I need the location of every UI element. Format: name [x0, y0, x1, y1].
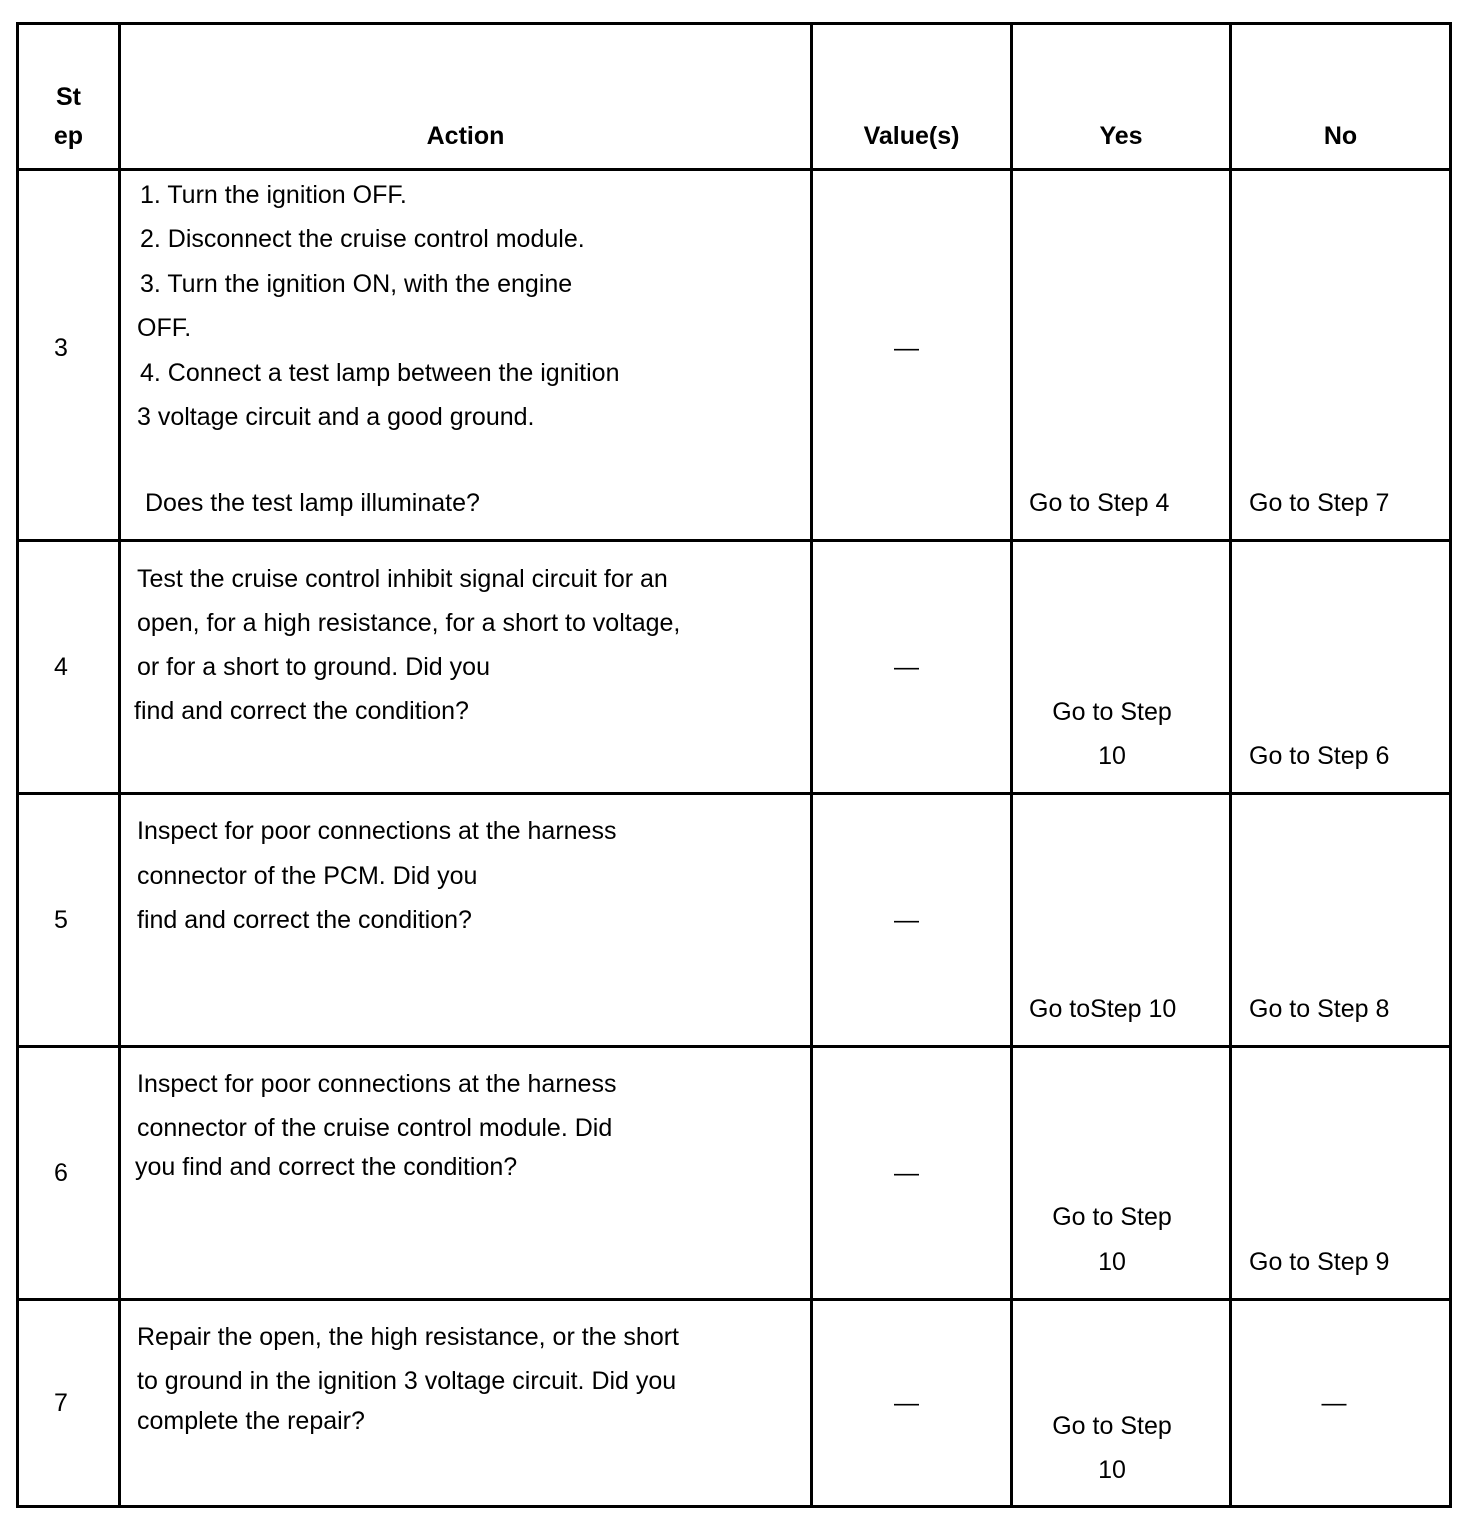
- action-line: find and correct the condition?: [134, 697, 469, 725]
- table-border-left: [16, 22, 19, 1508]
- column-divider: [1229, 22, 1232, 1508]
- yes-cell: Go toStep 10: [1029, 995, 1177, 1023]
- action-line: or for a short to ground. Did you: [137, 653, 490, 681]
- header-values: Value(s): [863, 122, 960, 150]
- action-line: OFF.: [137, 314, 192, 342]
- action-line: 4. Connect a test lamp between the ignition: [140, 359, 620, 387]
- value-cell: —: [894, 1389, 919, 1417]
- value-cell: —: [894, 334, 919, 362]
- action-line: Repair the open, the high resistance, or the short: [137, 1323, 679, 1351]
- yes-cell: Go to Step: [1052, 1412, 1172, 1440]
- header-yes: Yes: [1099, 122, 1143, 150]
- header-action: Action: [426, 122, 505, 150]
- action-line: find and correct the condition?: [137, 906, 472, 934]
- column-divider: [810, 22, 813, 1508]
- header-step-line2: ep: [53, 122, 84, 150]
- row-divider: [16, 1298, 1452, 1301]
- action-line: Inspect for poor connections at the harness: [137, 817, 617, 845]
- table-border-top: [16, 22, 1452, 25]
- no-cell: Go to Step 9: [1249, 1248, 1390, 1276]
- no-cell: —: [1321, 1389, 1347, 1417]
- no-cell: Go to Step 8: [1249, 995, 1390, 1023]
- action-question: Does the test lamp illuminate?: [145, 489, 480, 517]
- yes-cell: Go to Step 4: [1029, 489, 1170, 517]
- action-line: Inspect for poor connections at the harness: [137, 1070, 617, 1098]
- value-cell: —: [894, 1159, 919, 1187]
- yes-cell: 10: [1098, 1248, 1126, 1276]
- header-step-line1: St: [56, 83, 81, 111]
- yes-cell: 10: [1098, 1456, 1126, 1484]
- step-number: 5: [54, 906, 68, 934]
- step-number: 7: [54, 1389, 68, 1417]
- action-line: complete the repair?: [137, 1407, 365, 1435]
- no-cell: Go to Step 7: [1249, 489, 1390, 517]
- step-number: 4: [54, 653, 68, 681]
- header-divider: [16, 168, 1452, 171]
- header-no: No: [1323, 122, 1358, 150]
- value-cell: —: [894, 653, 919, 681]
- yes-cell: 10: [1098, 742, 1126, 770]
- action-line: connector of the PCM. Did you: [137, 862, 478, 890]
- row-divider: [16, 792, 1452, 795]
- action-line: 3 voltage circuit and a good ground.: [137, 403, 535, 431]
- row-divider: [16, 1045, 1452, 1048]
- table-border-right: [1449, 22, 1452, 1508]
- value-cell: —: [894, 906, 919, 934]
- action-line: to ground in the ignition 3 voltage circuit. Did you: [137, 1367, 677, 1395]
- action-line: open, for a high resistance, for a short to voltage,: [137, 609, 681, 637]
- yes-cell: Go to Step: [1052, 698, 1172, 726]
- no-cell: Go to Step 6: [1249, 742, 1390, 770]
- column-divider: [118, 22, 121, 1508]
- row-divider: [16, 539, 1452, 542]
- action-line: 2. Disconnect the cruise control module.: [140, 225, 585, 253]
- table-border-bottom: [16, 1505, 1452, 1508]
- action-line: connector of the cruise control module. Did: [137, 1114, 613, 1142]
- step-number: 6: [54, 1159, 68, 1187]
- step-number: 3: [54, 334, 68, 362]
- action-line: you find and correct the condition?: [135, 1153, 518, 1181]
- action-line: 3. Turn the ignition ON, with the engine: [140, 270, 573, 298]
- action-line: 1. Turn the ignition OFF.: [140, 181, 407, 209]
- yes-cell: Go to Step: [1052, 1203, 1172, 1231]
- action-line: Test the cruise control inhibit signal circuit for an: [137, 565, 668, 593]
